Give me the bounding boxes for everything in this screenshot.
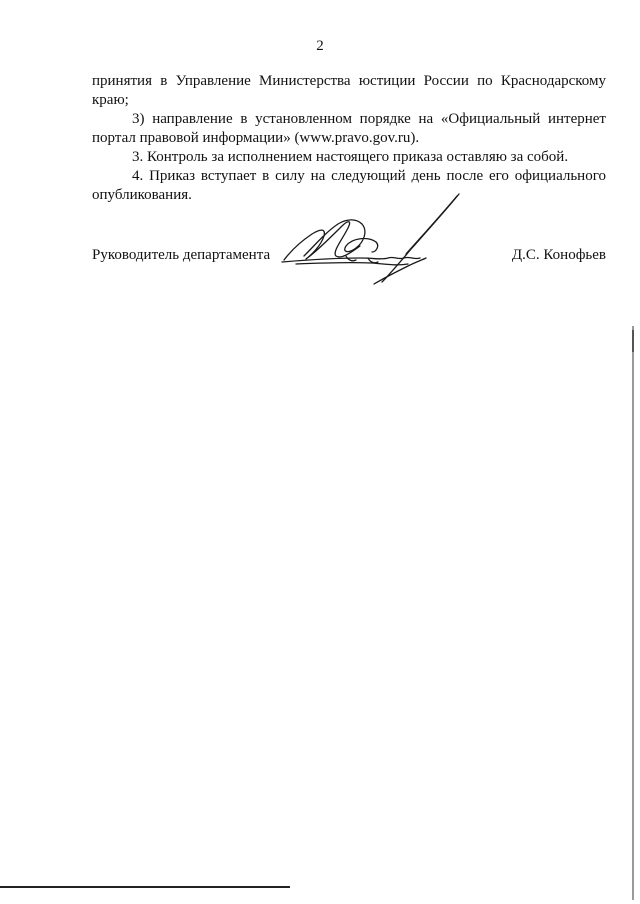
paragraph-item-3-publication: 3) направление в установленном порядке на «Официальный интернет портал правовой информации» (www.pravo.gov.ru). [92, 111, 606, 146]
scan-edge [632, 326, 634, 900]
paragraph-entry-into-force: 4. Приказ вступает в силу на следующий день после его официального опубликования. [92, 168, 606, 203]
page-number: 2 [316, 38, 324, 54]
paragraph-control: 3. Контроль за исполнением настоящего приказа оставляю за собой. [132, 149, 569, 165]
paragraph-continuation: принятия в Управление Министерства юстиции России по Краснодарскому краю; [92, 73, 606, 108]
signatory-name: Д.С. Конофьев [511, 247, 606, 263]
bottom-rule [0, 886, 290, 888]
scan-edge-mark [632, 330, 634, 352]
handwritten-signature [276, 186, 466, 286]
signatory-title: Руководитель департамента [92, 247, 271, 263]
